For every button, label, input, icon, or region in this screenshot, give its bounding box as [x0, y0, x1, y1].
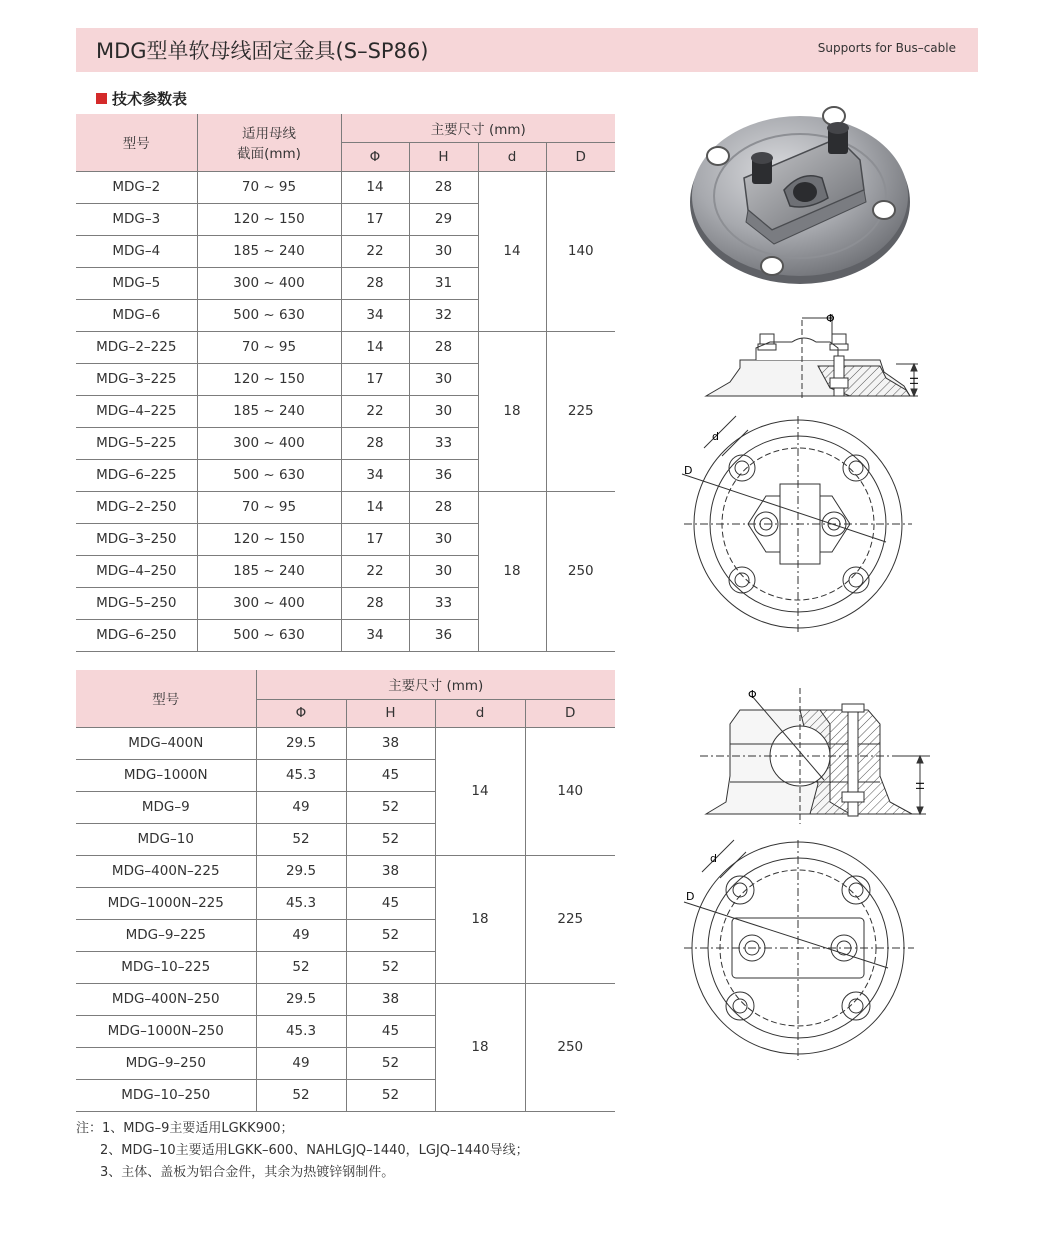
cell-h: 52: [346, 919, 435, 951]
cell-phi: 34: [341, 299, 409, 331]
cell-model: MDG–10–225: [76, 951, 256, 983]
cell-section: 185 ~ 240: [197, 395, 341, 427]
cell-h: 28: [409, 331, 478, 363]
cell-model: MDG–9–250: [76, 1047, 256, 1079]
cell-h: 30: [409, 523, 478, 555]
col-header-phi: Φ: [341, 142, 409, 171]
cell-section: 120 ~ 150: [197, 523, 341, 555]
table-row: [76, 727, 615, 759]
note-1: 注：1、MDG–9主要适用LGKK900；: [76, 1121, 294, 1136]
cell-phi: 49: [256, 791, 346, 823]
cell-h: 30: [409, 363, 478, 395]
cell-phi: 52: [256, 951, 346, 983]
col-header-section: [197, 114, 341, 171]
drawing-2-label-D: D: [684, 464, 693, 477]
cell-phi: 28: [341, 427, 409, 459]
col-header-model: 型号: [76, 114, 197, 171]
drawing-2-label-d: d: [712, 430, 719, 443]
col-header-D: D: [525, 699, 615, 727]
cell-h: 45: [346, 887, 435, 919]
cell-phi: 17: [341, 523, 409, 555]
cell-phi: 28: [341, 587, 409, 619]
cell-h: 52: [346, 1047, 435, 1079]
table-row: [76, 491, 615, 523]
drawing-3-side-view: [700, 684, 938, 826]
cell-model: MDG–5: [76, 267, 197, 299]
table-header-row: [76, 670, 615, 699]
section-heading: [96, 88, 187, 109]
cell-section: 300 ~ 400: [197, 267, 341, 299]
cell-h: 28: [409, 171, 478, 203]
cell-phi: 49: [256, 919, 346, 951]
cell-phi: 49: [256, 1047, 346, 1079]
cell-model: MDG–400N: [76, 727, 256, 759]
cell-section: 70 ~ 95: [197, 491, 341, 523]
cell-h: 52: [346, 823, 435, 855]
cell-d: 14: [478, 171, 546, 331]
cell-h: 30: [409, 395, 478, 427]
cell-h: 45: [346, 1015, 435, 1047]
cell-h: 36: [409, 459, 478, 491]
cell-phi: 14: [341, 331, 409, 363]
cell-h: 31: [409, 267, 478, 299]
cell-h: 29: [409, 203, 478, 235]
cell-model: MDG–3: [76, 203, 197, 235]
cell-model: MDG–3–250: [76, 523, 197, 555]
cell-h: 30: [409, 235, 478, 267]
notes: [76, 1118, 529, 1184]
cell-section: 500 ~ 630: [197, 619, 341, 651]
cell-model: MDG–4: [76, 235, 197, 267]
cell-phi: 52: [256, 1079, 346, 1111]
cell-section: 300 ~ 400: [197, 587, 341, 619]
cell-h: 30: [409, 555, 478, 587]
cell-model: MDG–1000N: [76, 759, 256, 791]
cell-section: 185 ~ 240: [197, 235, 341, 267]
cell-d: 18: [478, 491, 546, 651]
cell-section: 500 ~ 630: [197, 459, 341, 491]
cell-D: 225: [546, 331, 615, 491]
col-header-section-line1: 适用母线: [242, 126, 296, 143]
cell-model: MDG–3–225: [76, 363, 197, 395]
cell-d: 18: [435, 983, 525, 1111]
cell-model: MDG–6–250: [76, 619, 197, 651]
drawing-1-label-phi: Φ: [826, 312, 835, 325]
cell-D: 140: [525, 727, 615, 855]
col-header-model: 型号: [76, 670, 256, 727]
cell-model: MDG–1000N–225: [76, 887, 256, 919]
cell-D: 250: [525, 983, 615, 1111]
cell-h: 36: [409, 619, 478, 651]
cell-phi: 14: [341, 171, 409, 203]
col-header-h: H: [346, 699, 435, 727]
cell-model: MDG–5–225: [76, 427, 197, 459]
cell-section: 120 ~ 150: [197, 203, 341, 235]
cell-h: 32: [409, 299, 478, 331]
cell-section: 300 ~ 400: [197, 427, 341, 459]
table-row: [76, 171, 615, 203]
drawing-1-side-view: [700, 308, 930, 404]
cell-phi: 52: [256, 823, 346, 855]
page-subtitle: Supports for Bus–cable: [817, 41, 956, 55]
cell-model: MDG–400N–225: [76, 855, 256, 887]
cell-phi: 34: [341, 459, 409, 491]
note-2: 2、MDG–10主要适用LGKK–600、NAHLGJQ–1440，LGJQ–1440导线；: [100, 1143, 529, 1158]
cell-model: MDG–4–250: [76, 555, 197, 587]
spec-table-1: [76, 114, 615, 652]
cell-section: 500 ~ 630: [197, 299, 341, 331]
product-photo: [688, 98, 914, 288]
cell-phi: 29.5: [256, 855, 346, 887]
cell-d: 18: [478, 331, 546, 491]
col-header-dims: 主要尺寸 (mm): [341, 114, 615, 142]
cell-phi: 14: [341, 491, 409, 523]
cell-phi: 28: [341, 267, 409, 299]
cell-h: 52: [346, 791, 435, 823]
cell-h: 33: [409, 427, 478, 459]
cell-model: MDG–10–250: [76, 1079, 256, 1111]
drawing-3-label-phi: Φ: [748, 688, 757, 701]
cell-h: 38: [346, 855, 435, 887]
cell-section: 185 ~ 240: [197, 555, 341, 587]
cell-phi: 29.5: [256, 727, 346, 759]
square-bullet-icon: [96, 93, 107, 104]
cell-d: 18: [435, 855, 525, 983]
cell-phi: 22: [341, 395, 409, 427]
cell-model: MDG–1000N–250: [76, 1015, 256, 1047]
drawing-4-label-D: D: [686, 890, 695, 903]
table-header-row: [76, 114, 615, 142]
cell-d: 14: [435, 727, 525, 855]
col-header-phi: Φ: [256, 699, 346, 727]
table-row: [76, 855, 615, 887]
cell-h: 28: [409, 491, 478, 523]
drawing-4-top-view: [676, 838, 934, 1064]
col-header-h: H: [409, 142, 478, 171]
cell-phi: 34: [341, 619, 409, 651]
section-heading-text: 技术参数表: [112, 90, 188, 108]
drawing-1-label-h: H: [908, 376, 921, 385]
cell-phi: 22: [341, 555, 409, 587]
cell-section: 70 ~ 95: [197, 171, 341, 203]
cell-model: MDG–6–225: [76, 459, 197, 491]
header-banner: [76, 28, 978, 72]
cell-phi: 45.3: [256, 759, 346, 791]
drawing-4-label-d: d: [710, 852, 717, 865]
col-header-D: D: [546, 142, 615, 171]
cell-model: MDG–2–250: [76, 491, 197, 523]
col-header-d: d: [435, 699, 525, 727]
col-header-d: d: [478, 142, 546, 171]
cell-phi: 22: [341, 235, 409, 267]
cell-phi: 17: [341, 203, 409, 235]
cell-model: MDG–6: [76, 299, 197, 331]
cell-h: 38: [346, 727, 435, 759]
cell-model: MDG–10: [76, 823, 256, 855]
table-row: [76, 983, 615, 1015]
cell-section: 70 ~ 95: [197, 331, 341, 363]
cell-model: MDG–400N–250: [76, 983, 256, 1015]
note-3: 3、主体、盖板为铝合金件，其余为热镀锌钢制件。: [100, 1165, 395, 1180]
cell-section: 120 ~ 150: [197, 363, 341, 395]
page-title: MDG型单软母线固定金具(S–SP86): [96, 39, 429, 63]
cell-model: MDG–2: [76, 171, 197, 203]
col-header-dims: 主要尺寸 (mm): [256, 670, 615, 699]
spec-table-2: [76, 670, 615, 1112]
table-row: [76, 331, 615, 363]
cell-D: 140: [546, 171, 615, 331]
cell-model: MDG–5–250: [76, 587, 197, 619]
col-header-section-line2: 截面(mm): [237, 146, 301, 163]
cell-h: 38: [346, 983, 435, 1015]
cell-model: MDG–9–225: [76, 919, 256, 951]
cell-h: 52: [346, 951, 435, 983]
cell-phi: 17: [341, 363, 409, 395]
cell-h: 33: [409, 587, 478, 619]
cell-model: MDG–9: [76, 791, 256, 823]
cell-phi: 45.3: [256, 887, 346, 919]
cell-D: 225: [525, 855, 615, 983]
cell-model: MDG–2–225: [76, 331, 197, 363]
drawing-3-label-h: H: [914, 781, 927, 790]
cell-D: 250: [546, 491, 615, 651]
cell-model: MDG–4–225: [76, 395, 197, 427]
cell-phi: 45.3: [256, 1015, 346, 1047]
drawing-2-top-view: [676, 412, 934, 636]
cell-h: 45: [346, 759, 435, 791]
cell-h: 52: [346, 1079, 435, 1111]
cell-phi: 29.5: [256, 983, 346, 1015]
